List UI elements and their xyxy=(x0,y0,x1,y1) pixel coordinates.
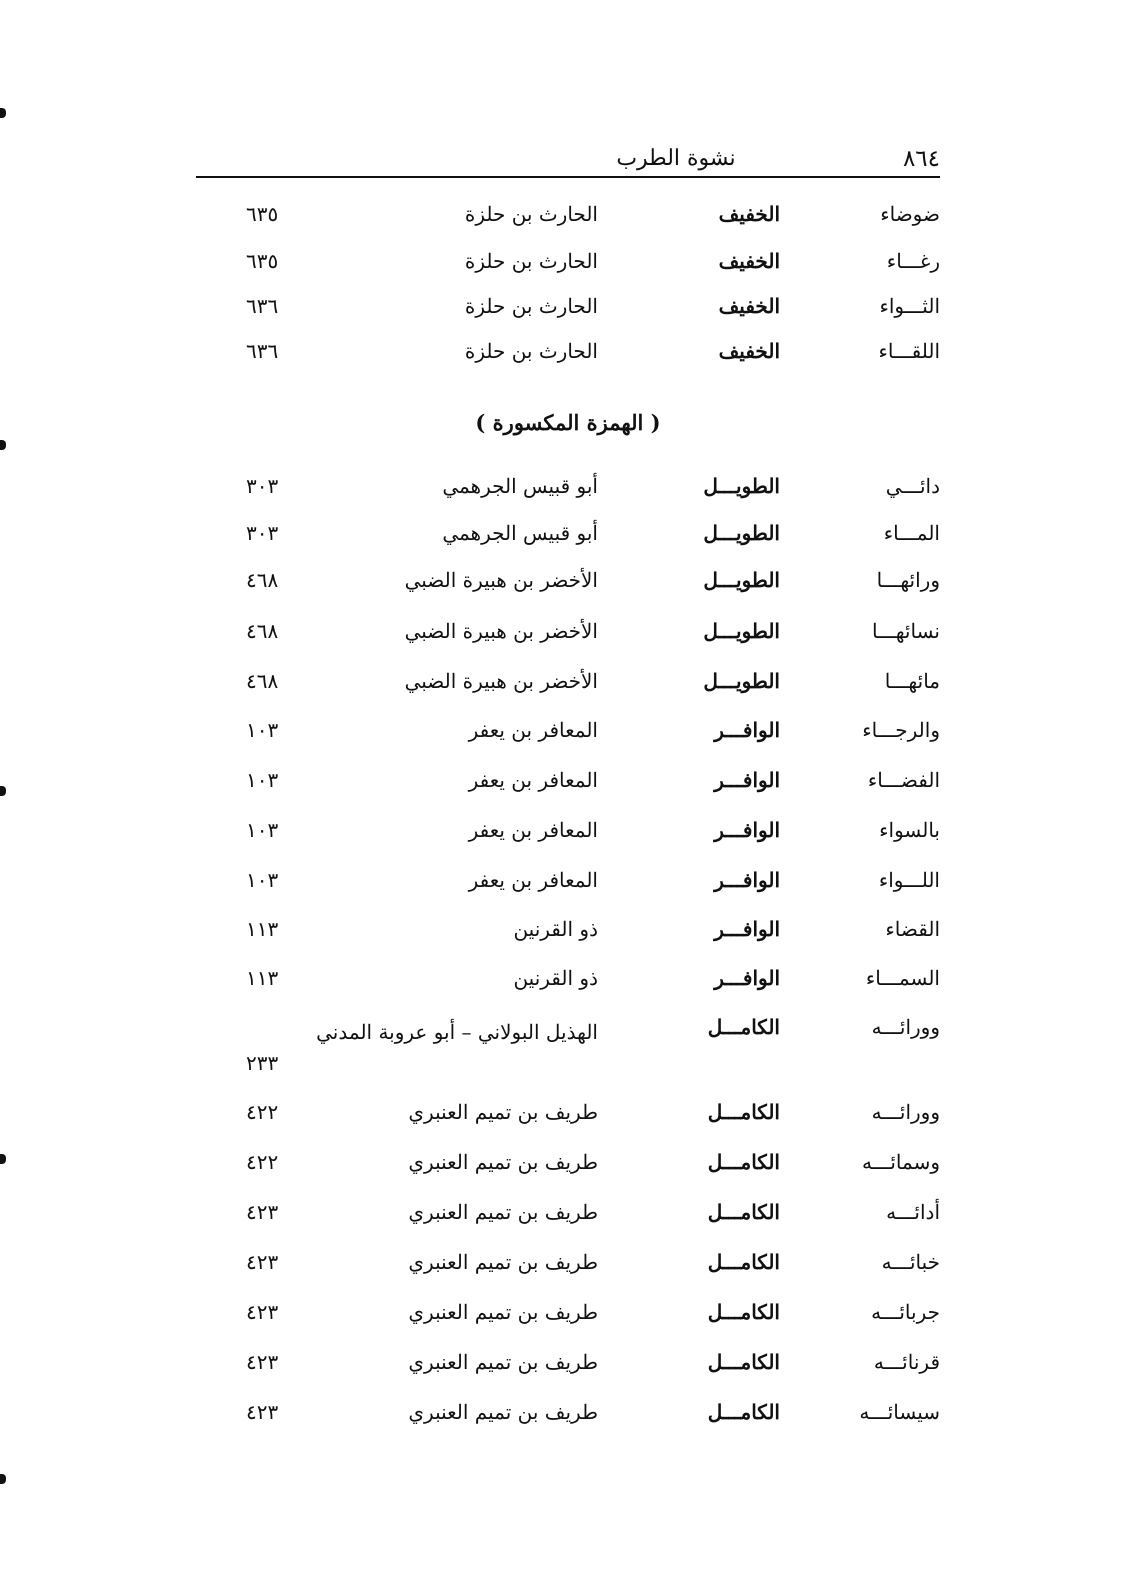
poet-name: ذو القرنين xyxy=(513,917,598,941)
index-entry xyxy=(196,818,940,854)
rhyme-word: السمـــاء xyxy=(865,966,940,990)
rhyme-word: المـــاء xyxy=(883,521,940,545)
rhyme-word: رغـــاء xyxy=(886,249,940,273)
rhyme-word: أدائـــه xyxy=(886,1200,940,1224)
rhyme-word: الفضـــاء xyxy=(867,768,940,792)
page-ref: ١١٣ xyxy=(246,917,279,941)
index-entry xyxy=(196,1350,940,1386)
page-ref: ٤٢٢ xyxy=(246,1150,279,1174)
meter-name: الكامـــل xyxy=(707,1400,780,1424)
index-entry xyxy=(196,768,940,804)
page-number: ٨٦٤ xyxy=(902,146,940,172)
poet-name: المعافر بن يعفر xyxy=(468,868,598,892)
index-entry xyxy=(196,619,940,655)
page-ref: ٣٠٣ xyxy=(246,521,279,545)
rhyme-word: سيسائـــه xyxy=(859,1400,940,1424)
rhyme-word: مائهـــا xyxy=(884,669,940,693)
poet-name: طريف بن تميم العنبري xyxy=(408,1350,598,1374)
rhyme-word: والرجـــاء xyxy=(862,718,940,742)
page-header xyxy=(196,142,940,178)
meter-name: الخفيف xyxy=(718,294,780,318)
meter-name: الطويـــل xyxy=(703,669,780,693)
meter-name: الوافـــر xyxy=(714,868,780,892)
poet-name: المعافر بن يعفر xyxy=(468,718,598,742)
index-entry xyxy=(196,294,940,330)
meter-name: الكامـــل xyxy=(707,1100,780,1124)
index-entry xyxy=(196,718,940,754)
meter-name: الكامـــل xyxy=(707,1150,780,1174)
poet-name: الهذيل البولاني – أبو عروبة المدني xyxy=(316,1020,598,1044)
poet-name: طريف بن تميم العنبري xyxy=(408,1200,598,1224)
rhyme-word: وورائـــه xyxy=(871,1015,940,1039)
scan-edge-mark xyxy=(0,1474,6,1484)
rhyme-word: ورائهـــا xyxy=(876,568,940,592)
meter-name: الخفيف xyxy=(718,339,780,363)
page-ref: ٦٣٥ xyxy=(246,249,279,273)
book-title: نشوة الطرب xyxy=(616,146,736,171)
rhyme-word: اللـــواء xyxy=(878,868,940,892)
scan-edge-mark xyxy=(0,786,6,796)
index-entry xyxy=(196,868,940,904)
poet-name: المعافر بن يعفر xyxy=(468,768,598,792)
meter-name: الكامـــل xyxy=(707,1300,780,1324)
scan-edge-mark xyxy=(0,1154,6,1164)
rhyme-word: جربائـــه xyxy=(871,1300,940,1324)
meter-name: الوافـــر xyxy=(714,818,780,842)
meter-name: الخفيف xyxy=(718,249,780,273)
rhyme-word: الثـــواء xyxy=(879,294,940,318)
page-ref: ٤٢٣ xyxy=(246,1300,279,1324)
meter-name: الخفيف xyxy=(718,202,780,226)
page-ref: ٣٠٣ xyxy=(246,474,279,498)
meter-name: الوافـــر xyxy=(714,966,780,990)
index-entry xyxy=(196,1150,940,1186)
meter-name: الطويـــل xyxy=(703,521,780,545)
index-entry xyxy=(196,249,940,285)
index-entry xyxy=(196,1400,940,1436)
page-ref: ٦٣٦ xyxy=(246,339,279,363)
poet-name: طريف بن تميم العنبري xyxy=(408,1250,598,1274)
meter-name: الكامـــل xyxy=(707,1350,780,1374)
poet-name: الأخضر بن هبيرة الضبي xyxy=(404,619,598,643)
poet-name: طريف بن تميم العنبري xyxy=(408,1150,598,1174)
poet-name: الحارث بن حلزة xyxy=(464,294,598,318)
poet-name: الحارث بن حلزة xyxy=(464,202,598,226)
rhyme-word: ضوضاء xyxy=(880,202,940,226)
index-entry xyxy=(196,669,940,705)
index-entry xyxy=(196,1200,940,1236)
poet-name: أبو قبيس الجرهمي xyxy=(442,521,598,545)
poet-name: الحارث بن حلزة xyxy=(464,249,598,273)
poet-name: الأخضر بن هبيرة الضبي xyxy=(404,669,598,693)
rhyme-word: اللقـــاء xyxy=(878,339,940,363)
index-entry xyxy=(196,1250,940,1286)
meter-name: الطويـــل xyxy=(703,568,780,592)
page-ref: ١٠٣ xyxy=(246,868,279,892)
index-entry xyxy=(196,474,940,510)
scan-edge-mark xyxy=(0,108,6,118)
index-entry xyxy=(196,1300,940,1336)
page-ref: ٢٣٣ xyxy=(246,1051,279,1075)
poet-name: الحارث بن حلزة xyxy=(464,339,598,363)
page-ref: ١١٣ xyxy=(246,966,279,990)
page-ref: ٤٢٣ xyxy=(246,1350,279,1374)
rhyme-word: القضاء xyxy=(885,917,940,941)
rhyme-word: نسائهـــا xyxy=(872,619,940,643)
poet-name: المعافر بن يعفر xyxy=(468,818,598,842)
page-ref: ٤٦٨ xyxy=(246,669,279,693)
page-ref: ١٠٣ xyxy=(246,818,279,842)
page-ref: ١٠٣ xyxy=(246,718,279,742)
scan-edge-mark xyxy=(0,440,6,450)
meter-name: الطويـــل xyxy=(703,474,780,498)
page-ref: ٦٣٥ xyxy=(246,202,279,226)
poet-name: طريف بن تميم العنبري xyxy=(408,1400,598,1424)
page-ref: ١٠٣ xyxy=(246,768,279,792)
index-entry xyxy=(196,202,940,238)
meter-name: الكامـــل xyxy=(707,1250,780,1274)
poet-name: طريف بن تميم العنبري xyxy=(408,1300,598,1324)
meter-name: الطويـــل xyxy=(703,619,780,643)
page-ref: ٤٦٨ xyxy=(246,568,279,592)
index-entry xyxy=(196,1100,940,1136)
meter-name: الوافـــر xyxy=(714,768,780,792)
poet-name: طريف بن تميم العنبري xyxy=(408,1100,598,1124)
rhyme-word: بالسواء xyxy=(879,818,940,842)
rhyme-word: قرنائـــه xyxy=(873,1350,940,1374)
index-entry xyxy=(196,966,940,1002)
index-entry xyxy=(196,521,940,557)
page-ref: ٤٢٣ xyxy=(246,1400,279,1424)
meter-name: الوافـــر xyxy=(714,917,780,941)
page-ref: ٤٦٨ xyxy=(246,619,279,643)
poet-name: أبو قبيس الجرهمي xyxy=(442,474,598,498)
meter-name: الكامـــل xyxy=(707,1200,780,1224)
page-ref: ٤٢٣ xyxy=(246,1200,279,1224)
rhyme-word: خبائـــه xyxy=(881,1250,940,1274)
page-ref: ٤٢٣ xyxy=(246,1250,279,1274)
rhyme-word: وسمائـــه xyxy=(862,1150,940,1174)
index-entry xyxy=(196,1015,940,1087)
index-entry xyxy=(196,917,940,953)
section-heading: ( الهمزة المكسورة ) xyxy=(475,410,661,435)
page-ref: ٤٢٢ xyxy=(246,1100,279,1124)
rhyme-word: دائـــي xyxy=(885,474,940,498)
rhyme-word: وورائـــه xyxy=(871,1100,940,1124)
page-ref: ٦٣٦ xyxy=(246,294,279,318)
meter-name: الوافـــر xyxy=(714,718,780,742)
index-entry xyxy=(196,568,940,604)
meter-name: الكامـــل xyxy=(707,1015,780,1039)
index-entry xyxy=(196,339,940,375)
poet-name: الأخضر بن هبيرة الضبي xyxy=(404,568,598,592)
poet-name: ذو القرنين xyxy=(513,966,598,990)
